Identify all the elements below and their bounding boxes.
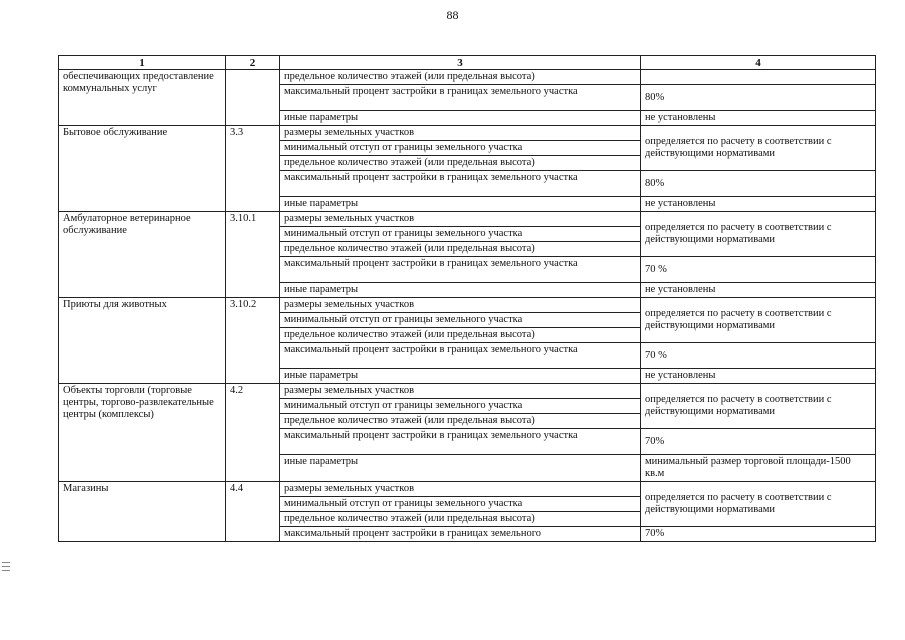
parameter-label: максимальный процент застройки в границах земельного участка <box>280 429 641 455</box>
column-header: 1 <box>59 56 226 70</box>
column-header: 4 <box>641 56 876 70</box>
parameter-label: максимальный процент застройки в границах земельного <box>280 527 641 542</box>
use-type-code: 4.2 <box>226 384 280 482</box>
parameter-label: иные параметры <box>280 111 641 126</box>
parameter-value: минимальный размер торговой площади-1500 кв.м <box>641 455 876 482</box>
parameter-label: максимальный процент застройки в границах земельного участка <box>280 343 641 369</box>
land-use-parameters-table <box>58 55 876 542</box>
table-row <box>59 212 876 227</box>
table-row <box>59 384 876 399</box>
table-row <box>59 482 876 497</box>
parameter-value: 80% <box>641 171 876 197</box>
parameter-label: минимальный отступ от границы земельного участка <box>280 497 641 512</box>
parameter-label: минимальный отступ от границы земельного участка <box>280 399 641 414</box>
table-row <box>59 298 876 313</box>
parameter-value: 70 % <box>641 343 876 369</box>
parameter-value: определяется по расчету в соответствии с действующими нормативами <box>641 482 876 527</box>
parameter-value: не установлены <box>641 283 876 298</box>
parameter-label: иные параметры <box>280 455 641 482</box>
table-row <box>59 126 876 141</box>
use-type-code: 4.4 <box>226 482 280 542</box>
scan-edge-mark <box>2 570 10 571</box>
parameter-label: предельное количество этажей (или предельная высота) <box>280 242 641 257</box>
parameter-value: определяется по расчету в соответствии с действующими нормативами <box>641 384 876 429</box>
parameter-value: определяется по расчету в соответствии с действующими нормативами <box>641 212 876 257</box>
table-body <box>59 70 876 542</box>
parameter-label: минимальный отступ от границы земельного участка <box>280 227 641 242</box>
use-type-name: Амбулаторное ветеринарное обслуживание <box>59 212 226 298</box>
table-row <box>59 70 876 85</box>
parameter-label: максимальный процент застройки в границах земельного участка <box>280 171 641 197</box>
parameter-label: иные параметры <box>280 369 641 384</box>
parameter-value: 70% <box>641 429 876 455</box>
parameter-label: максимальный процент застройки в границах земельного участка <box>280 85 641 111</box>
parameter-value: 80% <box>641 85 876 111</box>
parameter-label: минимальный отступ от границы земельного участка <box>280 313 641 328</box>
parameter-label: предельное количество этажей (или предельная высота) <box>280 70 641 85</box>
parameter-label: размеры земельных участков <box>280 212 641 227</box>
parameter-value: определяется по расчету в соответствии с действующими нормативами <box>641 298 876 343</box>
parameter-label: минимальный отступ от границы земельного участка <box>280 141 641 156</box>
use-type-name: Приюты для животных <box>59 298 226 384</box>
parameter-value: 70% <box>641 527 876 542</box>
use-type-name: обеспечивающих предоставление коммунальных услуг <box>59 70 226 126</box>
use-type-code: 3.10.2 <box>226 298 280 384</box>
parameter-value: не установлены <box>641 111 876 126</box>
parameter-label: предельное количество этажей (или предельная высота) <box>280 328 641 343</box>
parameter-label: размеры земельных участков <box>280 384 641 399</box>
parameter-label: предельное количество этажей (или предельная высота) <box>280 414 641 429</box>
use-type-code: 3.10.1 <box>226 212 280 298</box>
parameter-label: максимальный процент застройки в границах земельного участка <box>280 257 641 283</box>
parameter-label: предельное количество этажей (или предельная высота) <box>280 156 641 171</box>
parameter-label: размеры земельных участков <box>280 126 641 141</box>
parameter-value: не установлены <box>641 369 876 384</box>
column-header: 3 <box>280 56 641 70</box>
header-row <box>59 56 876 70</box>
parameter-value: не установлены <box>641 197 876 212</box>
parameter-label: размеры земельных участков <box>280 298 641 313</box>
parameter-value: 70 % <box>641 257 876 283</box>
use-type-code: 3.3 <box>226 126 280 212</box>
parameter-label: предельное количество этажей (или предельная высота) <box>280 512 641 527</box>
column-header: 2 <box>226 56 280 70</box>
scan-edge-mark <box>2 566 10 567</box>
parameter-label: размеры земельных участков <box>280 482 641 497</box>
use-type-name: Объекты торговли (торговые центры, торгово-развлекательные центры (комплексы) <box>59 384 226 482</box>
parameter-label: иные параметры <box>280 197 641 212</box>
parameter-value: определяется по расчету в соответствии с действующими нормативами <box>641 126 876 171</box>
parameter-label: иные параметры <box>280 283 641 298</box>
parameter-value <box>641 70 876 85</box>
use-type-name: Бытовое обслуживание <box>59 126 226 212</box>
use-type-code <box>226 70 280 126</box>
page-number: 88 <box>446 8 459 22</box>
use-type-name: Магазины <box>59 482 226 542</box>
scan-edge-mark <box>2 562 10 563</box>
